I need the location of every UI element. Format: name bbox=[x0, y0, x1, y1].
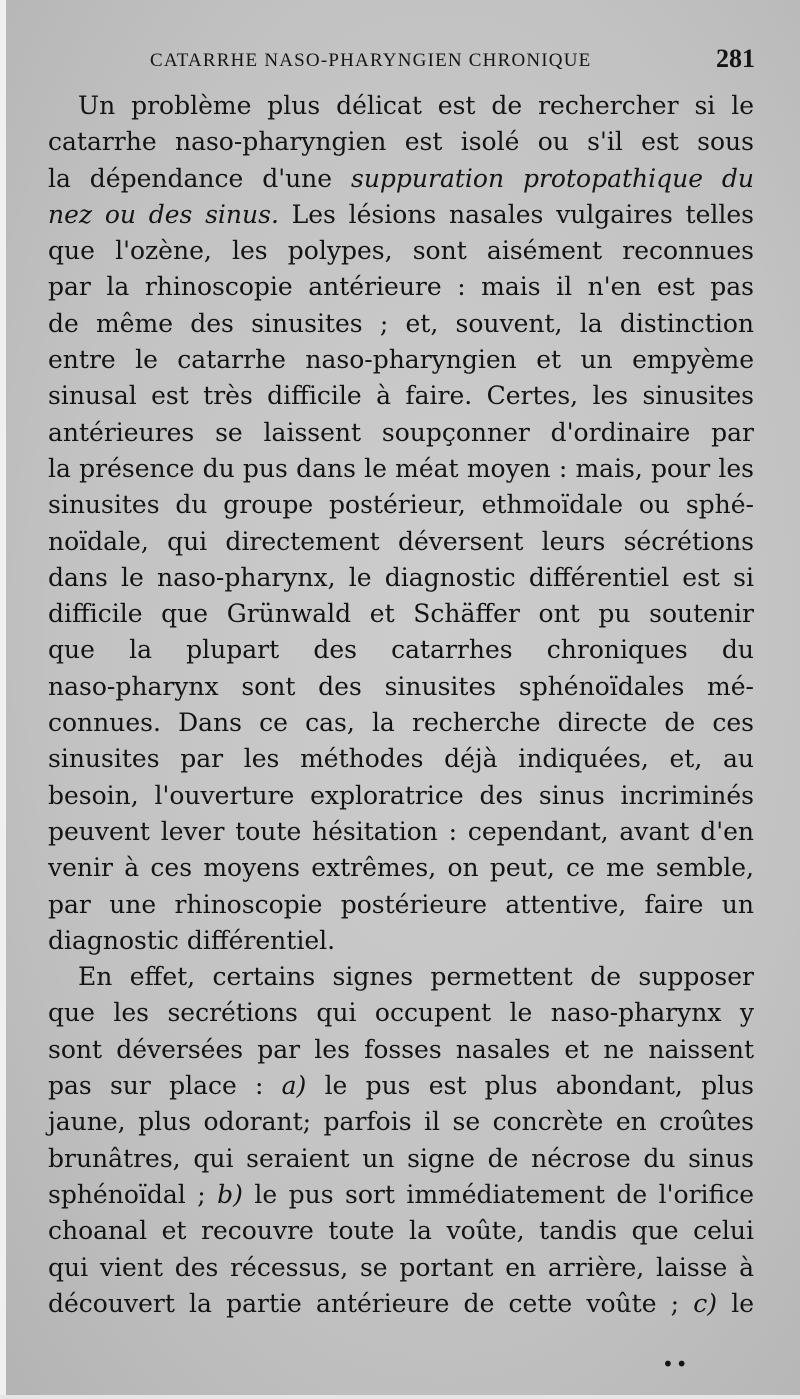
text-line: la dépendance d'une suppuration protopathique du bbox=[48, 163, 755, 193]
text-line: besoin, l'ouverture exploratrice des sinus incriminés bbox=[48, 780, 754, 810]
text-line: sinusites par les méthodes déjà indiquées, et, au bbox=[48, 744, 754, 774]
text-line: découvert la partie antérieure de cette voûte ; c) le bbox=[48, 1288, 754, 1318]
text-line: catarrhe naso-pharyngien est isolé ou s'il est sous bbox=[48, 127, 754, 157]
text-line: sinusites du groupe postérieur, ethmoïdale ou sphé- bbox=[48, 490, 754, 520]
text-line: de même des sinusites ; et, souvent, la distinction bbox=[48, 308, 754, 338]
text-line: qui vient des récessus, se portant en arrière, laisse à bbox=[48, 1252, 754, 1282]
running-title: CATARRHE NASO-PHARYNGIEN CHRONIQUE bbox=[150, 50, 592, 71]
text-line: brunâtres, qui seraient un signe de nécrose du sinus bbox=[48, 1143, 754, 1173]
text-line: connues. Dans ce cas, la recherche directe de ces bbox=[48, 708, 754, 738]
text-line: difficile que Grünwald et Schäffer ont pu soutenir bbox=[48, 599, 754, 629]
italic-phrase: suppuration protopathique du bbox=[350, 163, 755, 193]
text-line: peuvent lever toute hésitation : cependant, avant d'en bbox=[48, 816, 754, 846]
text-line: venir à ces moyens extrêmes, on peut, ce me semble, bbox=[48, 853, 754, 883]
text-line: choanal et recouvre toute la voûte, tandis que celui bbox=[48, 1216, 754, 1246]
text-line: jaune, plus odorant; parfois il se concrète en croûtes bbox=[48, 1107, 754, 1137]
text-line: pas sur place : a) le pus est plus abondant, plus bbox=[48, 1071, 754, 1101]
page-left-edge bbox=[0, 0, 6, 1399]
text-line: antérieures se laissent soupçonner d'ordinaire par bbox=[48, 417, 754, 447]
list-marker: b) bbox=[217, 1179, 243, 1209]
list-marker: a) bbox=[281, 1071, 307, 1101]
text-line: que les secrétions qui occupent le naso-pharynx y bbox=[48, 998, 754, 1028]
text-line: dans le naso-pharynx, le diagnostic différentiel est si bbox=[48, 562, 754, 592]
text-line: nez ou des sinus. Les lésions nasales vulgaires telles bbox=[48, 199, 754, 229]
text-line: sphénoïdal ; b) le pus sort immédiatement de l'orifice bbox=[48, 1179, 755, 1209]
text-line: par une rhinoscopie postérieure attentive, faire un bbox=[48, 889, 754, 919]
text-line: sinusal est très difficile à faire. Certes, les sinusites bbox=[48, 381, 754, 411]
text-line: par la rhinoscopie antérieure : mais il n'en est pas bbox=[48, 272, 754, 302]
text-line: diagnostic différentiel. bbox=[48, 925, 336, 955]
text-line: naso-pharynx sont des sinusites sphénoïdales mé- bbox=[48, 671, 754, 701]
page-bottom-edge bbox=[0, 1395, 800, 1399]
text-line: Un problème plus délicat est de rechercher si le bbox=[78, 91, 754, 120]
text-line: sont déversées par les fosses nasales et ne naissent bbox=[48, 1034, 754, 1064]
body-text bbox=[48, 88, 754, 1322]
text-line: entre le catarrhe naso-pharyngien et un empyème bbox=[48, 345, 754, 375]
text-line: que l'ozène, les polypes, sont aisément reconnues bbox=[48, 236, 754, 266]
text-line: noïdale, qui directement déversent leurs sécrétions bbox=[48, 526, 754, 556]
text-line: En effet, certains signes permettent de supposer bbox=[78, 962, 754, 992]
text-line: que la plupart des catarrhes chroniques du bbox=[48, 635, 754, 665]
signature-mark: •• bbox=[662, 1352, 690, 1376]
italic-phrase: nez ou des sinus. bbox=[48, 199, 279, 229]
list-marker: c) bbox=[693, 1288, 718, 1318]
page-number: 281 bbox=[716, 44, 755, 73]
text-line: la présence du pus dans le méat moyen : mais, pour les bbox=[48, 453, 754, 483]
running-head bbox=[150, 44, 755, 78]
